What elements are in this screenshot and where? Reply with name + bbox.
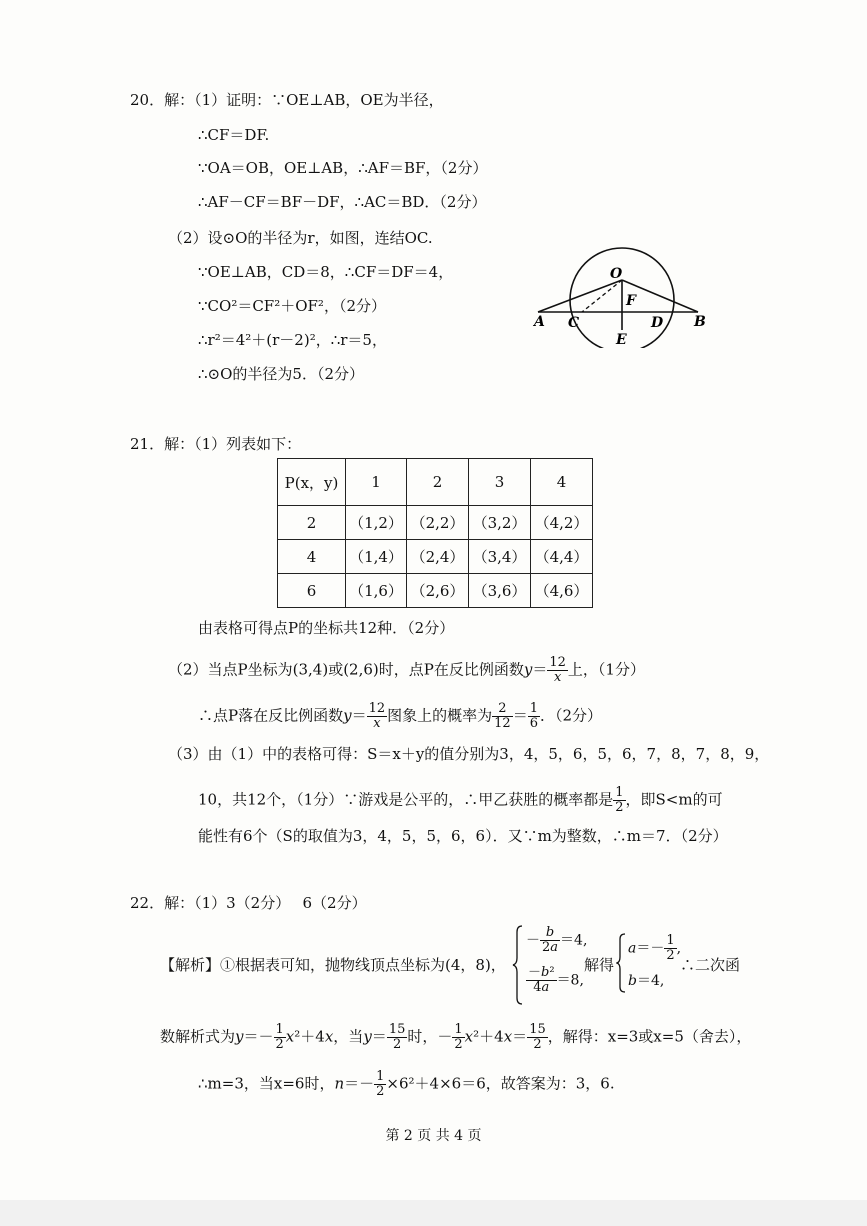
q21-line-4-text-c: ．（2分） [540,706,603,725]
table-cell: （1,2） [346,506,407,540]
q22-line-4-text-b: ，故答案为：3，6. [485,1074,615,1093]
q20-line-9: ∴⊙O的半径为5．（2分） [198,365,364,383]
q22-line-1: 22．解：（1）3（2分） 6（2分） [130,894,367,912]
q21-line-5: （3）由（1）中的表格可得：S＝x＋y的值分别为3，4，5，6，5，6，7，8，7，8，9， [168,745,770,763]
table-cell: （4,6） [531,574,593,608]
table-row [278,540,593,574]
label-e: E [616,332,627,348]
fraction-15-over-2: $\frac{15}{2}$ [388,1022,406,1052]
q22-line-3-text-c: 时， [407,1027,438,1046]
table-cell: （2,6） [407,574,469,608]
table-cell: （1,6） [346,574,407,608]
q21-line-6-text-b: ，即S<m的可 [625,790,723,809]
fraction-12-over-x: $\frac{12}{x}$ [549,655,566,685]
label-c: C [568,315,580,331]
bottom-strip [0,1200,867,1226]
table-corner-cell: P(x，y) [278,459,346,506]
q22-line-3-text-a: 数解析式为 [160,1027,236,1046]
fraction-15-over-2: $\frac{15}{2}$ [529,1022,546,1052]
left-brace-icon [512,924,524,1006]
table-header-cell: 4 [531,459,593,506]
table-row [278,574,593,608]
table-cell: （3,4） [469,540,531,574]
q21-line-3: （2）当点P坐标为(3,4)或(2,6)时，点P在反比例函数y＝ $\frac{12}{x}$ 上，（1分） [168,655,645,685]
fraction-2-over-12: $\frac{2}{12}$ [494,701,511,731]
label-b: B [694,314,706,330]
table-header-cell: 2 [407,459,469,506]
q22-line-2c: ∴二次函 [680,956,741,974]
q21-line-3-text-b: 上，（1分） [567,660,645,679]
q20-line-7: ∵CO²＝CF²＋OF²，（2分） [198,297,386,315]
row-label-cell: 4 [278,540,346,574]
label-o: O [610,266,623,282]
table-cell: （4,2） [531,506,593,540]
line-oa [538,280,622,312]
page-footer: 第 2 页 共 4 页 [385,1128,482,1144]
left-brace-icon [616,932,626,994]
table-header-cell: 1 [346,459,407,506]
q22-line-2a: 【解析】①根据表可知，抛物线顶点坐标为(4，8)， [160,956,506,974]
q21-line-6 [198,786,723,815]
q22-line-4-text-a: ∴m=3，当x=6时， [198,1074,335,1093]
q21-line-1: 21．解：（1）列表如下： [130,435,302,453]
q22-line-3: 数解析式为y＝－ $\frac{1}{2}$ x²＋4x，当y＝ $\frac{15}{2}$ 时，－ $\frac{1}{2}$ x²＋4x＝ $\frac{15}{2}$ ，解得：x=3或x=5（舍去）， [160,1022,752,1052]
q21-line-4-text-a: ∴点P落在反比例函数 [198,706,344,725]
q21-line-4-text-b: 图象上的概率为 [387,706,493,725]
row-label-cell: 2 [278,506,346,540]
fraction-1-over-2: $\frac{1}{2}$ [454,1022,463,1052]
q20-line-2: ∴CF＝DF. [198,126,270,144]
circle-diagram [530,238,720,348]
table-cell: （1,4） [346,540,407,574]
table-row [278,506,593,540]
q21-line-6-text-a: 10，共12个，（1分）∵游戏是公平的，∴甲乙获胜的概率都是 [198,790,614,809]
q20-line-6: ∵OE⊥AB，CD＝8，∴CF＝DF＝4， [198,263,454,281]
label-a: A [534,314,545,330]
q20-line-4: ∴AF－CF＝BF－DF，∴AC＝BD．（2分） [198,193,487,211]
table-header-row [278,459,593,506]
q22-line-2b: 解得 [584,956,615,974]
q22-line-4: ∴m=3，当x=6时，n＝－ $\frac{1}{2}$ ×6²＋4×6＝6，故答案为：3，6. [198,1069,615,1099]
q21-line-3-text-a: （2）当点P坐标为(3,4)或(2,6)时，点P在反比例函数 [168,660,524,679]
table-cell: （3,6） [469,574,531,608]
label-f: F [626,293,636,309]
q21-line-7: 能性有6个（S的取值为3，4，5，5，6，6）．又∵m为整数，∴m＝7．（2分） [198,827,728,845]
q20-line-8: ∴r²＝4²＋(r－2)²，∴r＝5， [198,331,387,349]
row-label-cell: 6 [278,574,346,608]
table-header-cell: 3 [469,459,531,506]
q20-line-3: ∵OA＝OB，OE⊥AB，∴AF＝BF，（2分） [198,159,488,177]
fraction-1-over-2: $\frac{1}{2}$ [615,785,624,815]
fraction-1-over-6: $\frac{1}{6}$ [529,701,538,731]
q22-line-3-text-b: ，当 [333,1027,364,1046]
fraction-1-over-2: $\frac{1}{2}$ [376,1069,385,1099]
table-cell: （3,2） [469,506,531,540]
table-cell: （2,4） [407,540,469,574]
table-cell: （4,4） [531,540,593,574]
fraction-12-over-x: $\frac{12}{x}$ [368,701,386,731]
line-oc-dashed [582,280,622,312]
fraction-1-over-2: $\frac{1}{2}$ [275,1022,284,1052]
label-d: D [651,315,664,331]
q20-line-5: （2）设⊙O的半径为r，如图，连结OC. [168,229,433,247]
q21-line-4: ∴点P落在反比例函数y＝ $\frac{12}{x}$ 图象上的概率为 $\frac{2}{12}$ ＝ $\frac{1}{6}$ ．（2分） [198,701,603,731]
q20-line-1: 20．解：（1）证明：∵OE⊥AB，OE为半径， [130,91,444,109]
table-cell: （2,2） [407,506,469,540]
q22-line-3-text-d: ，解得：x=3或x=5（舍去）， [547,1027,752,1046]
probability-table [277,458,593,608]
q21-line-2: 由表格可得点P的坐标共12种．（2分） [198,619,455,637]
